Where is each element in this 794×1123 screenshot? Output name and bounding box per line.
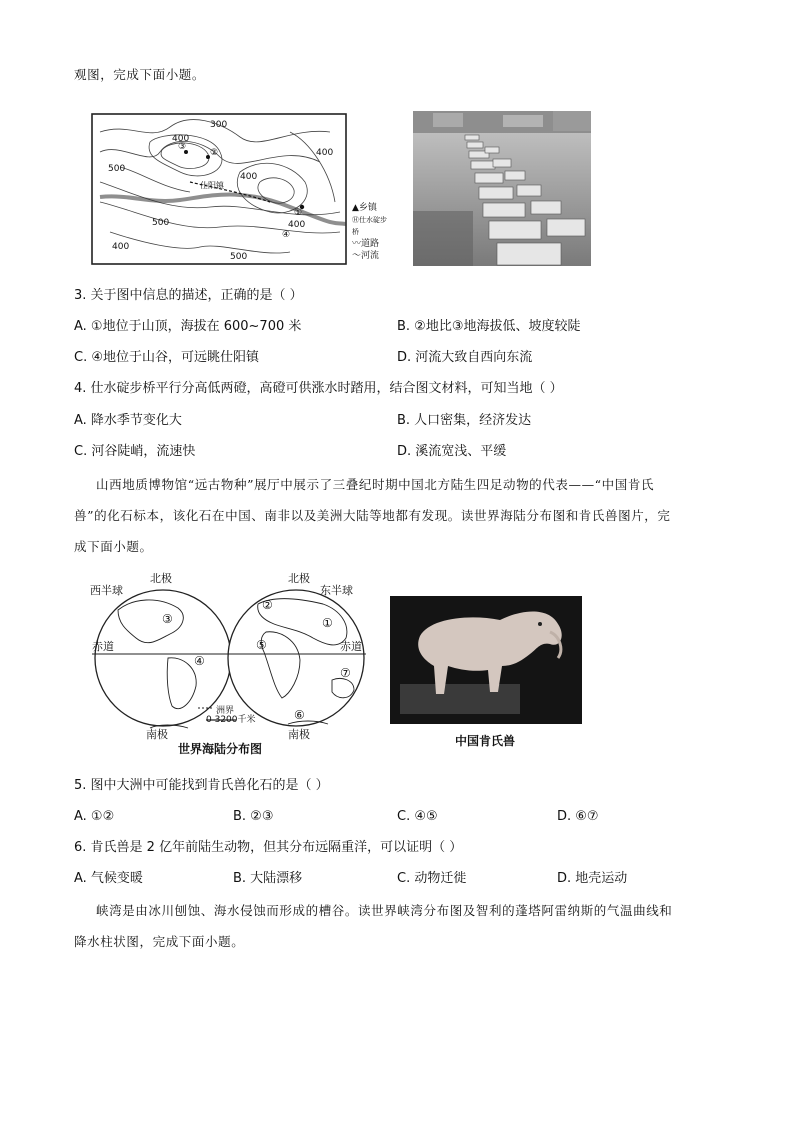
- contour-label: 300: [210, 120, 228, 130]
- q4-option-a[interactable]: A. 降水季节变化大: [74, 413, 182, 428]
- contour-label: 400: [240, 172, 258, 182]
- north-pole-label-right: 北极: [288, 572, 310, 585]
- q4-option-b[interactable]: B. 人口密集，经济发达: [397, 413, 532, 428]
- q6-option-b[interactable]: B. 大陆漂移: [233, 871, 303, 886]
- continent-label-3: ③: [162, 612, 173, 626]
- continent-label-6: ⑥: [294, 708, 305, 722]
- contour-map: [90, 112, 390, 268]
- fossil-photo-caption: 中国肯氏兽: [455, 734, 516, 748]
- q6-option-c[interactable]: C. 动物迁徙: [397, 871, 467, 886]
- continent-label-1: ①: [322, 616, 333, 630]
- point-label-2: ②: [210, 148, 219, 158]
- legend-bridge: 仕水碇步桥: [352, 216, 387, 236]
- continent-label-5: ⑤: [256, 638, 267, 652]
- continent-label-7: ⑦: [340, 666, 351, 680]
- point-label-1: ①: [294, 208, 303, 218]
- intro-text-1: 观图，完成下面小题。: [74, 67, 206, 82]
- river-icon: 〜: [352, 251, 362, 261]
- fossil-photo: [390, 596, 582, 724]
- town-icon: ▲: [352, 203, 359, 213]
- south-pole-label-left: 南极: [146, 728, 168, 741]
- fossil-photo-image: [390, 596, 582, 724]
- scale-bar-label: 0 3200千米: [206, 715, 256, 725]
- contour-label: 400: [112, 242, 130, 252]
- continent-label-2: ②: [262, 598, 273, 612]
- q3-option-a[interactable]: A. ①地位于山顶，海拔在 600~700 米: [74, 319, 302, 334]
- q5-option-d[interactable]: D. ⑥⑦: [557, 809, 599, 824]
- continent-label-4: ④: [194, 654, 205, 668]
- bridge-photo: [413, 111, 591, 266]
- intro-text-3-line-1: 峡湾是由冰川刨蚀、海水侵蚀而形成的槽谷。读世界峡湾分布图及智利的蓬塔阿雷纳斯的气温曲线和: [96, 903, 673, 918]
- legend-river: 河流: [361, 251, 380, 261]
- q3-option-d[interactable]: D. 河流大致自西向东流: [397, 350, 533, 365]
- contour-label: 400: [316, 148, 334, 158]
- q4-option-d[interactable]: D. 溪流宽浅、平缓: [397, 444, 507, 459]
- q5-option-c[interactable]: C. ④⑤: [397, 809, 438, 824]
- q4-option-c[interactable]: C. 河谷陡峭，流速快: [74, 444, 196, 459]
- point-label-3: ③: [178, 142, 187, 152]
- contour-label: 500: [230, 252, 248, 262]
- q6-option-d[interactable]: D. 地壳运动: [557, 871, 628, 886]
- q5-stem: 5. 图中大洲中可能找到肯氏兽化石的是（ ）: [74, 778, 329, 793]
- south-pole-label-right: 南极: [288, 728, 310, 741]
- q4-stem: 4. 仕水碇步桥平行分高低两磴，高磴可供涨水时踏用，结合图文材料，可知当地（ ）: [74, 381, 563, 396]
- legend-road: 道路: [361, 239, 380, 249]
- bridge-photo-image: [413, 111, 591, 266]
- intro-text-3-line-2: 降水柱状图，完成下面小题。: [74, 934, 245, 949]
- boundary-legend: 洲界: [216, 706, 235, 716]
- q5-option-a[interactable]: A. ①②: [74, 809, 115, 824]
- equator-label-left: 赤道: [92, 640, 114, 653]
- intro-text-2-line-2: 兽”的化石标本，该化石在中国、南非以及美洲大陆等地都有发现。读世界海陆分布图和肯氏兽图片，完: [74, 508, 671, 523]
- world-map-caption: 世界海陆分布图: [178, 742, 263, 756]
- contour-map-drawing: [90, 112, 390, 268]
- contour-label: 400: [172, 134, 190, 144]
- q5-option-b[interactable]: B. ②③: [233, 809, 274, 824]
- east-hemisphere-label: 东半球: [320, 584, 353, 597]
- north-pole-label-left: 北极: [150, 572, 172, 585]
- legend-town: 乡镇: [358, 203, 377, 213]
- world-map: [88, 568, 370, 760]
- map-legend: [352, 202, 390, 262]
- west-hemisphere-label: 西半球: [90, 584, 123, 597]
- contour-label: 400: [288, 220, 306, 230]
- q3-option-c[interactable]: C. ④地位于山谷，可远眺仕阳镇: [74, 350, 259, 365]
- intro-text-2-line-3: 成下面小题。: [74, 539, 153, 554]
- intro-text-2-line-1: 山西地质博物馆“远古物种”展厅中展示了三叠纪时期中国北方陆生四足动物的代表——“中国肯氏: [96, 477, 655, 492]
- q3-option-b[interactable]: B. ②地比③地海拔低、坡度较陡: [397, 319, 581, 334]
- bridge-icon: Ⓗ: [352, 216, 359, 224]
- q3-stem: 3. 关于图中信息的描述，正确的是（ ）: [74, 288, 303, 303]
- q6-option-a[interactable]: A. 气候变暖: [74, 871, 143, 886]
- contour-label: 500: [108, 164, 126, 174]
- contour-label: 500: [152, 218, 170, 228]
- road-icon: 〰: [352, 239, 362, 249]
- point-label-4: ④: [282, 230, 291, 240]
- equator-label-right: 赤道: [340, 640, 362, 653]
- town-label: 仕阳镇: [200, 181, 224, 190]
- q6-stem: 6. 肯氏兽是 2 亿年前陆生动物，但其分布远隔重洋，可以证明（ ）: [74, 840, 463, 855]
